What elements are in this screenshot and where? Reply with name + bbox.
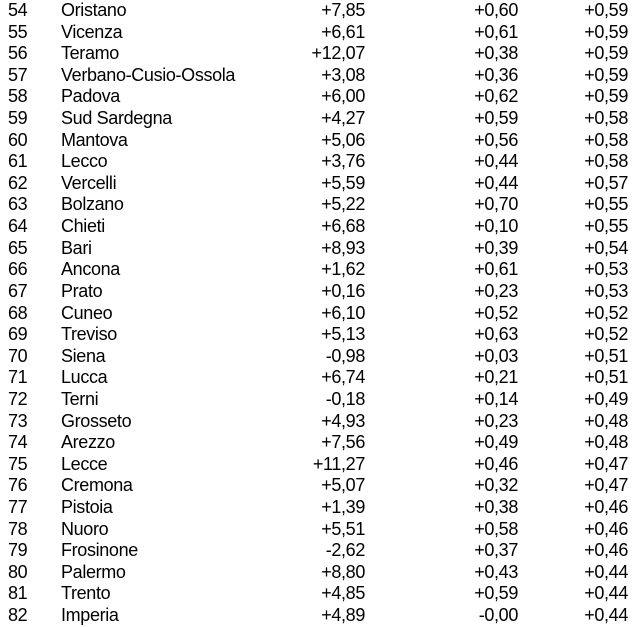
table-row [0,432,640,454]
table-row [0,346,640,368]
province-name-cell: Ancona [61,259,120,280]
province-name-cell: Bari [61,237,92,258]
rank-cell: 81 [8,583,28,604]
value3-cell: +0,47 [584,475,628,496]
value2-cell: +0,61 [474,21,518,42]
value1-cell: +7,56 [321,432,365,453]
table-row [0,497,640,519]
province-name-cell: Cremona [61,475,133,496]
rank-cell: 77 [8,497,28,518]
value2-cell: +0,37 [474,540,518,561]
table-row [0,86,640,108]
value1-cell: +4,27 [321,108,365,129]
province-name-cell: Bolzano [61,194,124,215]
value2-cell: +0,21 [474,367,518,388]
rank-cell: 60 [8,129,28,150]
table-row [0,173,640,195]
province-name-cell: Pistoia [61,497,113,518]
province-name-cell: Teramo [61,43,119,64]
value1-cell: +5,13 [321,324,365,345]
value1-cell: +4,85 [321,583,365,604]
rank-cell: 78 [8,518,28,539]
table-row [0,562,640,584]
table-row [0,216,640,238]
rank-cell: 75 [8,453,28,474]
rank-cell: 65 [8,237,28,258]
value2-cell: +0,32 [474,475,518,496]
value3-cell: +0,46 [584,540,628,561]
value2-cell: +0,70 [474,194,518,215]
value3-cell: +0,44 [584,605,628,626]
rank-cell: 66 [8,259,28,280]
rank-cell: 80 [8,561,28,582]
value2-cell: +0,44 [474,151,518,172]
value1-cell: +6,68 [321,216,365,237]
table-row [0,259,640,281]
value2-cell: +0,43 [474,561,518,582]
value3-cell: +0,58 [584,129,628,150]
value3-cell: +0,44 [584,561,628,582]
table-row [0,324,640,346]
rank-cell: 79 [8,540,28,561]
rank-cell: 64 [8,216,28,237]
value3-cell: +0,53 [584,280,628,301]
value3-cell: +0,59 [584,64,628,85]
value2-cell: +0,03 [474,345,518,366]
rank-cell: 73 [8,410,28,431]
value2-cell: +0,36 [474,64,518,85]
value2-cell: +0,62 [474,86,518,107]
table-row [0,389,640,411]
value1-cell: +7,85 [321,0,365,20]
value2-cell: +0,49 [474,432,518,453]
value3-cell: +0,48 [584,432,628,453]
province-name-cell: Terni [61,388,99,409]
value2-cell: +0,14 [474,388,518,409]
table-row [0,583,640,605]
value3-cell: +0,59 [584,21,628,42]
value3-cell: +0,55 [584,216,628,237]
province-name-cell: Arezzo [61,432,115,453]
table-row [0,194,640,216]
rank-cell: 57 [8,64,28,85]
value3-cell: +0,52 [584,324,628,345]
rank-cell: 59 [8,108,28,129]
value3-cell: +0,59 [584,86,628,107]
rank-cell: 67 [8,280,28,301]
value1-cell: +5,06 [321,129,365,150]
province-name-cell: Mantova [61,129,128,150]
value1-cell: +3,08 [321,64,365,85]
value1-cell: +12,07 [311,43,365,64]
value3-cell: +0,46 [584,518,628,539]
value3-cell: +0,58 [584,108,628,129]
value1-cell: -2,62 [325,540,365,561]
value1-cell: +11,27 [312,453,365,474]
rank-cell: 63 [8,194,28,215]
province-name-cell: Palermo [61,561,126,582]
table-row [0,65,640,87]
table-row [0,22,640,44]
rank-cell: 62 [8,172,28,193]
value2-cell: +0,59 [474,108,518,129]
value1-cell: +4,89 [321,605,365,626]
province-name-cell: Verbano-Cusio-Ossola [61,64,236,85]
value3-cell: +0,54 [584,237,628,258]
value2-cell: +0,56 [474,129,518,150]
table-row [0,0,640,22]
table-row [0,238,640,260]
province-name-cell: Lecco [61,151,108,172]
value3-cell: +0,57 [584,172,628,193]
province-name-cell: Lucca [61,367,108,388]
rank-cell: 61 [8,151,28,172]
province-name-cell: Chieti [61,216,105,237]
value1-cell: +5,07 [321,475,365,496]
value1-cell: -0,98 [325,345,365,366]
rank-cell: 74 [8,432,28,453]
value2-cell: +0,39 [474,237,518,258]
table-row [0,454,640,476]
value1-cell: +5,22 [321,194,365,215]
rank-cell: 54 [8,0,28,20]
value1-cell: +5,51 [321,518,365,539]
value2-cell: +0,52 [474,302,518,323]
value3-cell: +0,59 [584,0,628,20]
rank-cell: 69 [8,324,28,345]
province-name-cell: Lecce [61,453,108,474]
table-row [0,303,640,325]
value1-cell: +4,93 [321,410,365,431]
value1-cell: +6,10 [321,302,365,323]
value1-cell: -0,18 [325,388,365,409]
table-row [0,43,640,65]
rank-cell: 56 [8,43,28,64]
value2-cell: +0,44 [474,172,518,193]
table-row [0,540,640,562]
rank-cell: 70 [8,345,28,366]
value1-cell: +8,80 [321,561,365,582]
value1-cell: +1,62 [321,259,365,280]
table-row [0,605,640,627]
value2-cell: +0,38 [474,497,518,518]
rank-cell: 71 [8,367,28,388]
value3-cell: +0,47 [584,453,628,474]
value2-cell: +0,10 [474,216,518,237]
value3-cell: +0,51 [584,367,628,388]
rank-cell: 76 [8,475,28,496]
value2-cell: +0,60 [474,0,518,20]
value2-cell: +0,58 [474,518,518,539]
value2-cell: -0,00 [478,605,518,626]
value2-cell: +0,23 [474,280,518,301]
province-name-cell: Prato [61,280,103,301]
province-name-cell: Treviso [61,324,117,345]
province-name-cell: Oristano [61,0,127,20]
value3-cell: +0,48 [584,410,628,431]
province-name-cell: Frosinone [61,540,138,561]
value2-cell: +0,46 [474,453,518,474]
rank-cell: 72 [8,388,28,409]
table-row [0,519,640,541]
value3-cell: +0,58 [584,151,628,172]
value1-cell: +0,16 [321,280,365,301]
province-name-cell: Trento [61,583,111,604]
province-name-cell: Sud Sardegna [61,108,172,129]
value2-cell: +0,59 [474,583,518,604]
value1-cell: +6,00 [321,86,365,107]
value2-cell: +0,63 [474,324,518,345]
value3-cell: +0,49 [584,388,628,409]
value3-cell: +0,51 [584,345,628,366]
province-name-cell: Grosseto [61,410,132,431]
value3-cell: +0,55 [584,194,628,215]
province-name-cell: Cuneo [61,302,113,323]
province-name-cell: Siena [61,345,106,366]
value3-cell: +0,44 [584,583,628,604]
rank-cell: 82 [8,605,28,626]
province-name-cell: Vercelli [61,172,117,193]
value1-cell: +3,76 [321,151,365,172]
rank-cell: 68 [8,302,28,323]
province-name-cell: Padova [61,86,120,107]
table-row [0,130,640,152]
value1-cell: +5,59 [321,172,365,193]
table-row [0,411,640,433]
value1-cell: +1,39 [321,497,365,518]
value2-cell: +0,23 [474,410,518,431]
value3-cell: +0,59 [584,43,628,64]
rank-cell: 55 [8,21,28,42]
value1-cell: +6,74 [321,367,365,388]
table-row [0,281,640,303]
province-name-cell: Nuoro [61,518,109,539]
table-row [0,108,640,130]
value1-cell: +6,61 [321,21,365,42]
table-row [0,475,640,497]
value3-cell: +0,53 [584,259,628,280]
value1-cell: +8,93 [321,237,365,258]
value3-cell: +0,46 [584,497,628,518]
province-name-cell: Imperia [61,605,119,626]
table-row [0,151,640,173]
table-row [0,367,640,389]
rank-cell: 58 [8,86,28,107]
value2-cell: +0,61 [474,259,518,280]
value3-cell: +0,52 [584,302,628,323]
province-name-cell: Vicenza [61,21,123,42]
value2-cell: +0,38 [474,43,518,64]
